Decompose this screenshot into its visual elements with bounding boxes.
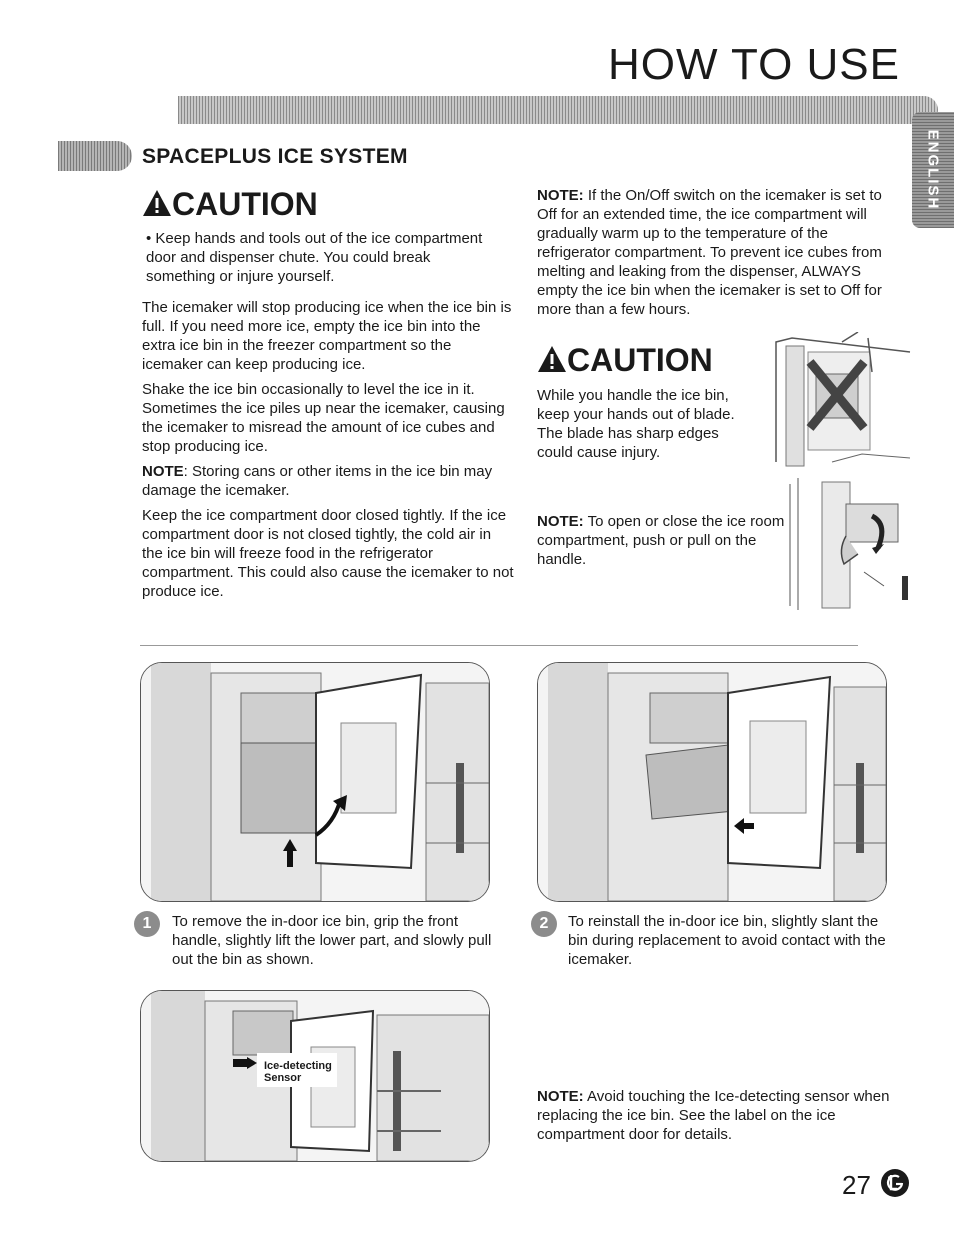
right-caution-label: CAUTION (567, 342, 713, 378)
section-heading: SPACEPLUS ICE SYSTEM (142, 145, 408, 168)
lg-logo-icon (880, 1168, 910, 1198)
warning-icon (142, 189, 172, 217)
step-2-figure (537, 662, 887, 902)
left-caution-heading (142, 186, 318, 222)
para-shake-bin: Shake the ice bin occasionally to level the ice in it. Sometimes the ice piles up near the icemaker, causing the icemaker to misread the amount of ice cubes and stop producing ice. (142, 381, 505, 455)
page-number: 27 (842, 1170, 871, 1200)
note-handle (537, 512, 787, 569)
step-2-number: 2 (531, 911, 557, 937)
step-1-figure (140, 662, 490, 902)
note-off-text: If the On/Off switch on the icemaker is set to Off for an extended time, the ice compartment will gradually warm up to the temperature of the refrigerator compartment. To prevent ice cubes from melting and leaking from the dispenser, ALWAYS empty the ice bin when the icemaker is set to Off for more than a few hours. (537, 187, 882, 318)
note-handle-text: To open or close the ice room compartment, push or pull on the handle. (537, 513, 785, 568)
sensor-callout (264, 1060, 332, 1084)
right-caution-heading (537, 342, 713, 378)
para-door-closed: Keep the ice compartment door closed tightly. If the ice compartment door is not closed tightly, the cold air in the ice bin will freeze food in the refrigerator compartment. This could also cause the icemaker to not produce ice. (142, 507, 514, 600)
note-handle-label: NOTE: (537, 513, 584, 530)
para-ice-full: The icemaker will stop producing ice when the ice bin is full. If you need more ice, empty the ice bin into the extra ice bin in the freezer compartment so the icemaker can keep producing ice. (142, 299, 512, 373)
section-bar (58, 141, 132, 171)
warning-icon (537, 345, 567, 373)
right-caution-text: While you handle the ice bin, keep your hands out of blade. The blade has sharp edges could cause injury. (537, 387, 735, 461)
step-1-text: To remove the in-door ice bin, grip the front handle, slightly lift the lower part, and slowly pull out the bin as shown. (172, 913, 492, 968)
note-label: NOTE (142, 463, 184, 480)
para-note-cans (142, 462, 514, 500)
sensor-callout-line1: Ice-detecting (264, 1060, 332, 1072)
note-off-label: NOTE: (537, 187, 584, 204)
section-divider (140, 645, 858, 646)
sensor-callout-line2: Sensor (264, 1072, 302, 1084)
note-sensor-text: Avoid touching the Ice-detecting sensor when replacing the ice bin. See the label on the ice compartment door for details. (537, 1088, 890, 1143)
language-tab (912, 112, 954, 228)
step-1-number: 1 (134, 911, 160, 937)
title-band (178, 96, 938, 124)
note-off-switch (537, 186, 902, 319)
left-body (142, 298, 514, 607)
language-tab-label: ENGLISH (924, 129, 942, 211)
handle-illustration (784, 476, 912, 612)
note-sensor (537, 1087, 902, 1144)
blade-warning-illustration (772, 332, 912, 470)
step-2-text: To reinstall the in-door ice bin, slightly slant the bin during replacement to avoid contact with the icemaker. (568, 913, 886, 968)
left-caution-label: CAUTION (172, 186, 318, 222)
note-sensor-label: NOTE: (537, 1088, 584, 1105)
note-text: : Storing cans or other items in the ice bin may damage the icemaker. (142, 463, 493, 499)
step-2-illustration (538, 663, 886, 901)
page-title: HOW TO USE (608, 40, 900, 89)
left-caution-bullet: • Keep hands and tools out of the ice compartment door and dispenser chute. You could break something or injure yourself. (146, 230, 483, 285)
step-1-illustration (141, 663, 489, 901)
